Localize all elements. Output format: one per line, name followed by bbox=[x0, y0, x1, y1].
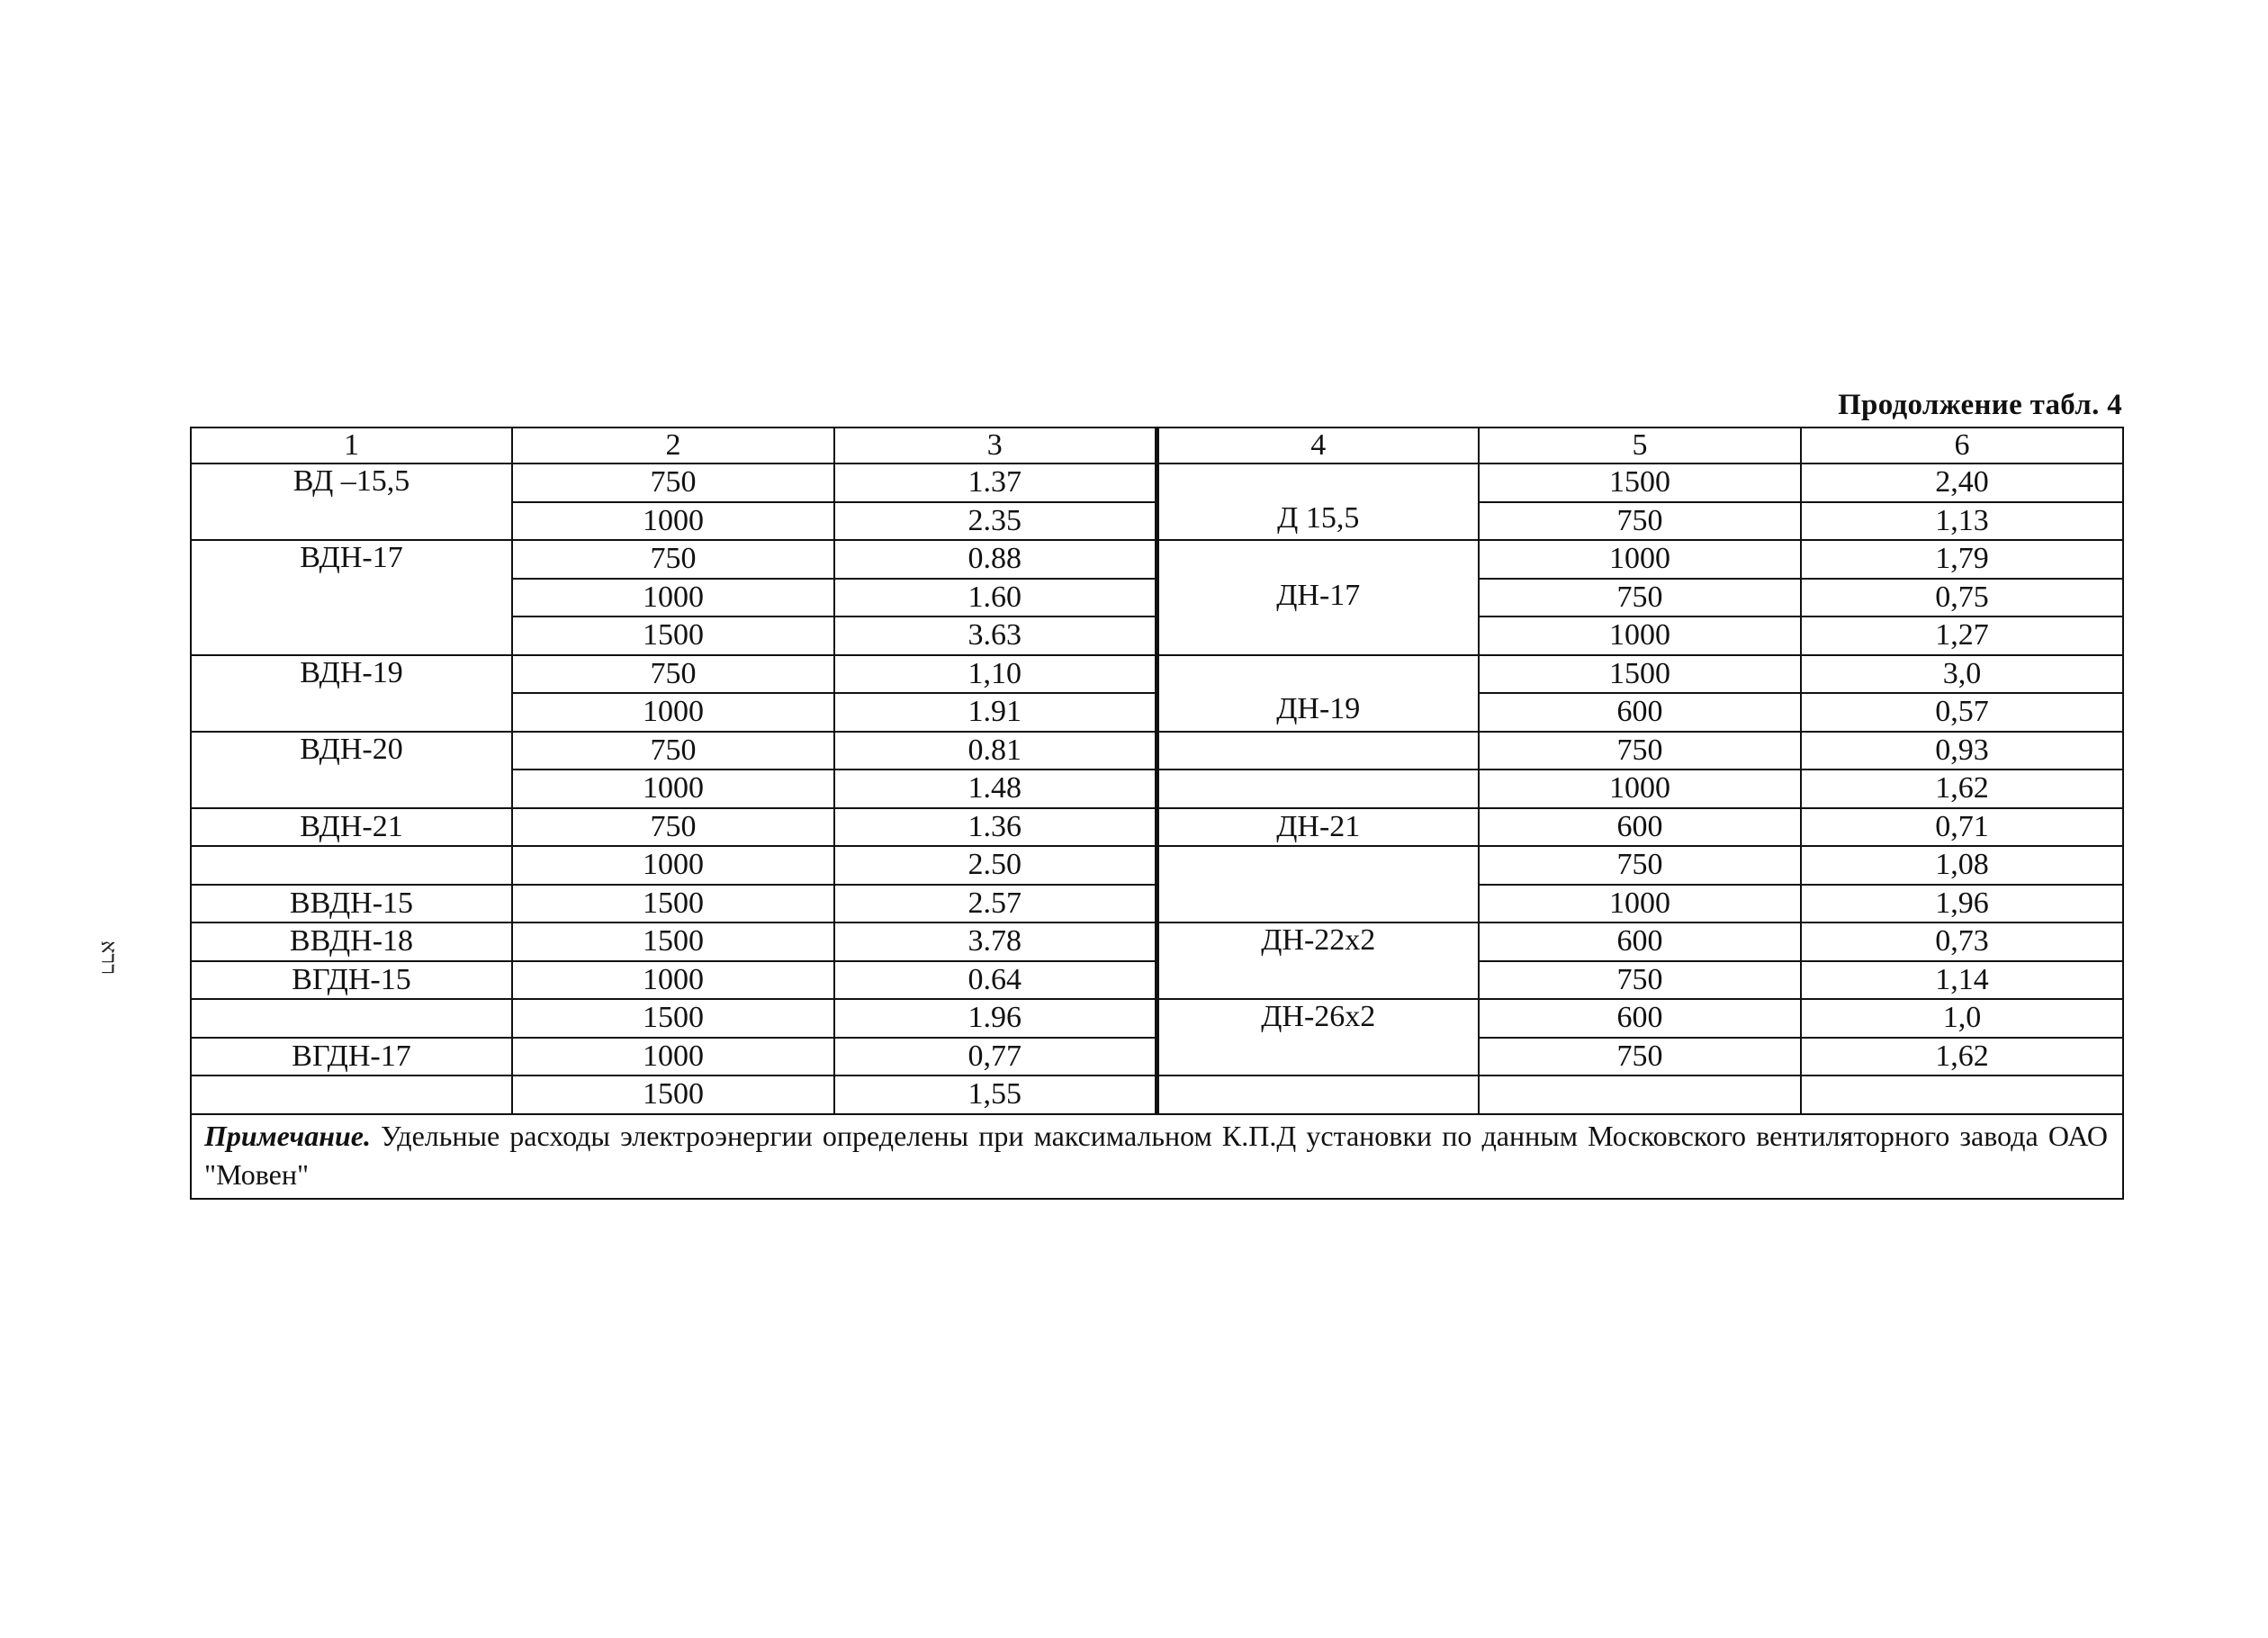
consumption-cell: 1.96 bbox=[834, 999, 1156, 1038]
speed-cell: 600 bbox=[1479, 999, 1801, 1038]
speed-cell: 750 bbox=[1479, 502, 1801, 541]
consumption-cell: 0,71 bbox=[1801, 808, 2123, 847]
speed-cell: 1000 bbox=[1479, 885, 1801, 923]
speed-cell: 1000 bbox=[512, 693, 834, 732]
exhauster-model-cell: ДН-21 bbox=[1156, 808, 1479, 847]
consumption-cell: 2.57 bbox=[834, 885, 1156, 923]
consumption-cell: 0.64 bbox=[834, 961, 1156, 1000]
fan-model-cell: ВДН-20 bbox=[191, 732, 512, 808]
exhauster-model-label: Д 15,5 bbox=[1277, 500, 1360, 535]
fan-model-cell: ВВДН-15 bbox=[191, 885, 512, 923]
speed-cell: 600 bbox=[1479, 922, 1801, 961]
table-row bbox=[191, 540, 2123, 579]
speed-cell: 750 bbox=[1479, 732, 1801, 770]
table-row bbox=[191, 732, 2123, 770]
table-caption: Продолжение табл. 4 bbox=[1838, 389, 2122, 421]
consumption-cell: 1,27 bbox=[1801, 616, 2123, 655]
consumption-cell: 2.35 bbox=[834, 502, 1156, 541]
speed-cell: 750 bbox=[512, 655, 834, 694]
consumption-cell: 1,96 bbox=[1801, 885, 2123, 923]
consumption-cell: 0,73 bbox=[1801, 922, 2123, 961]
consumption-cell: 1.37 bbox=[834, 464, 1156, 502]
fan-model-cell bbox=[191, 1076, 512, 1114]
consumption-cell: 1,0 bbox=[1801, 999, 2123, 1038]
page-side-mark: ררא bbox=[96, 940, 120, 975]
speed-cell: 1500 bbox=[1479, 655, 1801, 694]
column-header-2: 2 bbox=[512, 428, 834, 464]
speed-cell: 1500 bbox=[512, 999, 834, 1038]
consumption-cell: 1,14 bbox=[1801, 961, 2123, 1000]
consumption-cell: 1.48 bbox=[834, 770, 1156, 808]
fan-model-cell: ВДН-21 bbox=[191, 808, 512, 847]
speed-cell: 1000 bbox=[1479, 540, 1801, 579]
speed-cell: 750 bbox=[1479, 579, 1801, 617]
exhauster-model-cell: ДН-26х2 bbox=[1156, 999, 1479, 1076]
consumption-cell: 0,57 bbox=[1801, 693, 2123, 732]
speed-cell: 1500 bbox=[512, 922, 834, 961]
fan-model-cell bbox=[191, 846, 512, 885]
speed-cell: 1500 bbox=[1479, 464, 1801, 502]
consumption-cell: 1,62 bbox=[1801, 1038, 2123, 1076]
speed-cell: 1000 bbox=[1479, 616, 1801, 655]
speed-cell: 1000 bbox=[512, 1038, 834, 1076]
table-row bbox=[191, 1076, 2123, 1114]
consumption-cell: 1,08 bbox=[1801, 846, 2123, 885]
table-row bbox=[191, 922, 2123, 961]
speed-cell: 1500 bbox=[512, 1076, 834, 1114]
consumption-cell: 1.91 bbox=[834, 693, 1156, 732]
fan-energy-table bbox=[190, 427, 2124, 1200]
exhauster-model-cell bbox=[1156, 770, 1479, 808]
speed-cell: 1000 bbox=[512, 961, 834, 1000]
speed-cell: 750 bbox=[512, 464, 834, 502]
speed-cell: 750 bbox=[1479, 846, 1801, 885]
exhauster-model-cell bbox=[1156, 655, 1479, 732]
consumption-cell: 1.60 bbox=[834, 579, 1156, 617]
speed-cell: 1000 bbox=[512, 846, 834, 885]
exhauster-model-cell bbox=[1156, 846, 1479, 922]
consumption-cell: 1,62 bbox=[1801, 770, 2123, 808]
note-row bbox=[191, 1114, 2123, 1199]
exhauster-model-cell bbox=[1156, 540, 1479, 655]
fan-model-cell: ВВДН-18 bbox=[191, 922, 512, 961]
speed-cell: 1000 bbox=[512, 579, 834, 617]
speed-cell: 600 bbox=[1479, 693, 1801, 732]
column-header-5: 5 bbox=[1479, 428, 1801, 464]
note-text: Удельные расходы электроэнергии определены при максимальном К.П.Д установки по данным Московского вентиляторного завода ОАО "Мовен" bbox=[204, 1119, 2109, 1191]
exhauster-model-cell: ДН-22х2 bbox=[1156, 922, 1479, 999]
exhauster-model-label: ДН-19 bbox=[1276, 692, 1361, 725]
fan-model-cell: ВГДН-15 bbox=[191, 961, 512, 1000]
consumption-cell bbox=[1801, 1076, 2123, 1114]
speed-cell: 1000 bbox=[1479, 770, 1801, 808]
consumption-cell: 0,93 bbox=[1801, 732, 2123, 770]
speed-cell: 1500 bbox=[512, 885, 834, 923]
fan-model-cell: ВДН-19 bbox=[191, 655, 512, 732]
column-header-3: 3 bbox=[834, 428, 1156, 464]
fan-model-cell bbox=[191, 999, 512, 1038]
column-header-6: 6 bbox=[1801, 428, 2123, 464]
speed-cell bbox=[1479, 1076, 1801, 1114]
consumption-cell: 2.50 bbox=[834, 846, 1156, 885]
consumption-cell: 3.63 bbox=[834, 616, 1156, 655]
consumption-cell: 1,13 bbox=[1801, 502, 2123, 541]
consumption-cell: 2,40 bbox=[1801, 464, 2123, 502]
table-row bbox=[191, 655, 2123, 694]
table-note bbox=[191, 1114, 2123, 1199]
speed-cell: 1000 bbox=[512, 770, 834, 808]
table-row bbox=[191, 999, 2123, 1038]
speed-cell: 750 bbox=[512, 540, 834, 579]
consumption-cell: 0,75 bbox=[1801, 579, 2123, 617]
header-row bbox=[191, 428, 2123, 464]
consumption-cell: 0.81 bbox=[834, 732, 1156, 770]
speed-cell: 600 bbox=[1479, 808, 1801, 847]
column-header-1: 1 bbox=[191, 428, 512, 464]
exhauster-model-cell bbox=[1156, 732, 1479, 770]
fan-model-cell: ВГДН-17 bbox=[191, 1038, 512, 1076]
consumption-cell: 3,0 bbox=[1801, 655, 2123, 694]
speed-cell: 1500 bbox=[512, 616, 834, 655]
note-label: Примечание. bbox=[204, 1119, 371, 1152]
speed-cell: 750 bbox=[1479, 1038, 1801, 1076]
speed-cell: 1000 bbox=[512, 502, 834, 541]
fan-model-cell: ВДН-17 bbox=[191, 540, 512, 655]
consumption-cell: 0.88 bbox=[834, 540, 1156, 579]
speed-cell: 750 bbox=[512, 808, 834, 847]
consumption-cell: 1,55 bbox=[834, 1076, 1156, 1114]
exhauster-model-cell bbox=[1156, 464, 1479, 540]
speed-cell: 750 bbox=[1479, 961, 1801, 1000]
consumption-cell: 1,10 bbox=[834, 655, 1156, 694]
data-table-container bbox=[190, 427, 2122, 1200]
consumption-cell: 1,79 bbox=[1801, 540, 2123, 579]
table-row bbox=[191, 808, 2123, 847]
consumption-cell: 3.78 bbox=[834, 922, 1156, 961]
exhauster-model-cell bbox=[1156, 1076, 1479, 1114]
speed-cell: 750 bbox=[512, 732, 834, 770]
consumption-cell: 0,77 bbox=[834, 1038, 1156, 1076]
table-row bbox=[191, 846, 2123, 885]
column-header-4: 4 bbox=[1156, 428, 1479, 464]
exhauster-model-label: ДН-17 bbox=[1276, 578, 1361, 612]
consumption-cell: 1.36 bbox=[834, 808, 1156, 847]
table-row bbox=[191, 464, 2123, 502]
fan-model-cell: ВД –15,5 bbox=[191, 464, 512, 540]
